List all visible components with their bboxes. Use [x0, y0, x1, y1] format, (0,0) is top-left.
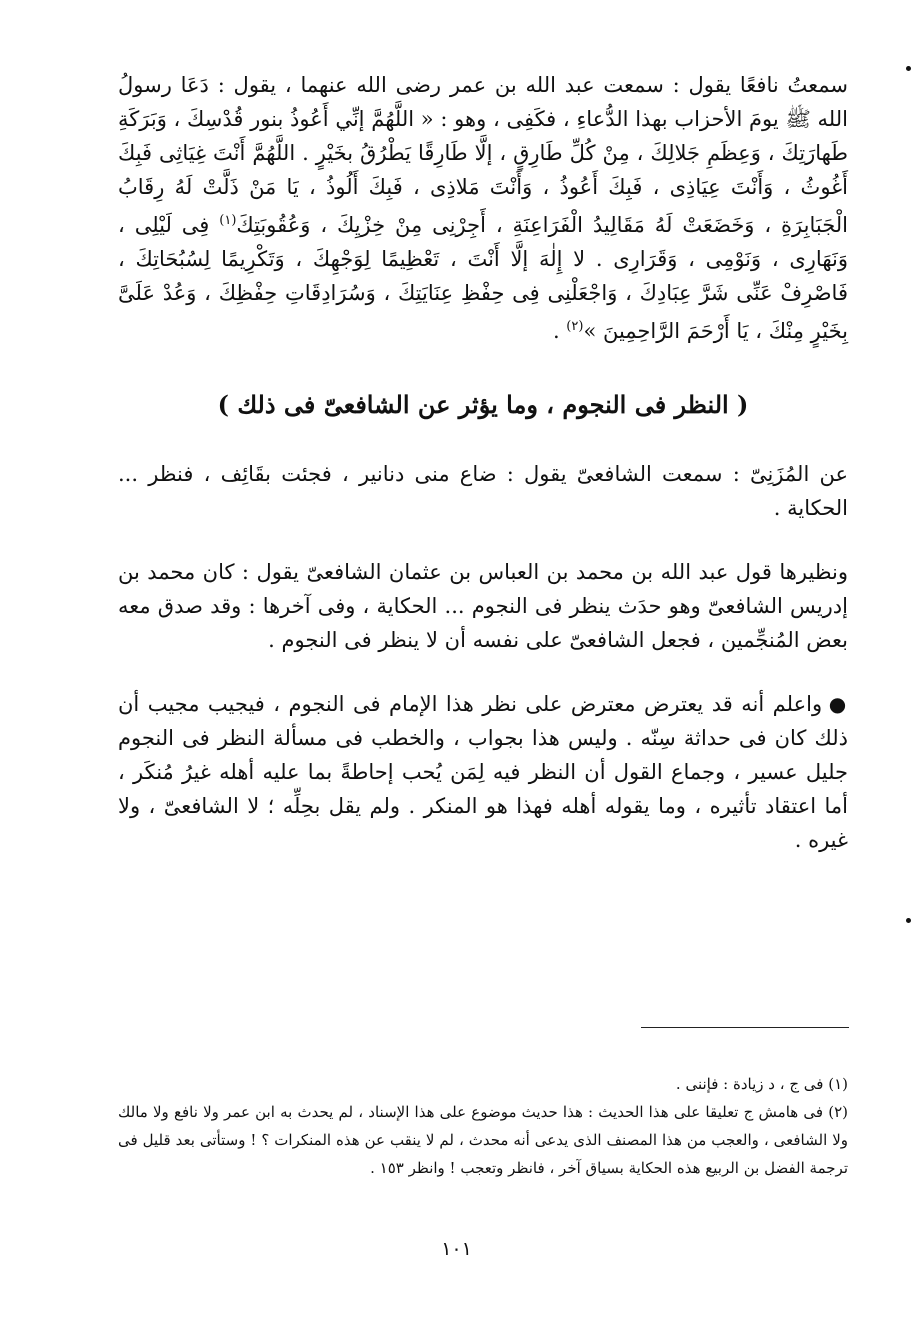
footnote-1: (١) فى ج ، د زيادة : فإننى .: [675, 1075, 848, 1093]
paragraph-hadith-end: .: [552, 319, 567, 343]
paragraph-hadith-text: سمعتُ نافعًا يقول : سمعت عبد الله بن عمر رضى الله عنهما ، يقول : دَعَا رسولُ الله ﷺ يومَ الأحزاب بهذا الدُّعاءِ ، فكَفِى ، وهو : « اللَّهُمَّ إنِّي أَعُوذُ بنور قُدْسِكَ ، وَبَرَكَةِ طَهارَتِكَ ، وَعِظَمِ جَلالِكَ ، مِنْ كُلِّ طَارِقٍ ، إلَّا طَارِقًا يَطْرُقُ بخَيْرٍ . اللَّهُمَّ أَنْتَ غِيَاثِى فَبِكَ أَغُوثُ ، وَأَنْتَ عِيَاذِى ، فَبِكَ أَعُوذُ ، وَأَنْتَ مَلاذِى ، فَبِكَ أَلُوذُ ، يَا مَنْ ذَلَّتْ لَهُ رِقَابُ الْجَبَابِرَةِ ، وَخَضَعَتْ لَهُ مَقَالِيدُ الْفَرَاعِنَةِ ، أَجِرْنِى مِنْ خِزْيِكَ ، وَعُقُوبَتِكَ: [118, 73, 848, 237]
footnote-ref-2[interactable]: (٢): [566, 319, 584, 334]
footnotes: [118, 1070, 848, 1182]
paragraph-muzani: عن المُزَنِىّ : سمعت الشافعىّ يقول : ضاع منى دنانير ، فجئت بقَائِف ، فنظر ... الحكاية .: [118, 462, 848, 520]
paragraph-hadith-continued: فِى لَيْلِى ، وَنَهَارِى ، وَنَوْمِى ، وَقَرَارِى . لا إِلٰهَ إلَّا أَنْتَ ، تَعْظِيمًا لِوَجْهِكَ ، وَتَكْرِيمًا لِسُبُحَاتِكَ ، فَاصْرِفْ عَنِّى شَرَّ عِبَادِكَ ، وَاجْعَلْنِى فِى حِفْظِ عِنَايَتِكَ ، وَسُرَادِقَاتِ حِفْظِكَ ، وَعُدْ عَلَىَّ بِخَيْرٍ مِنْكَ ، يَا أَرْحَمَ الرَّاحِمِينَ »: [118, 213, 848, 343]
paragraph-commentary-text: واعلم أنه قد يعترض معترض على نظر هذا الإمام فى النجوم ، فيجيب مجيب أن ذلك كان فى حداثة سِنّه . وليس هذا بجواب ، والخطب فى مسألة النظر فى النجوم جليل عسير ، وجماع القول أن النظر فيه لِمَن يُحب إحاطةً بما عليه أهله غيرُ مُنكَر ، أما اعتقاد تأثيره ، وما يقوله أهله فهذا هو المنكر . ولم يقل بحِلِّه ؛ لا الشافعىّ ، ولا غيره .: [118, 692, 848, 852]
margin-dot-mark: [906, 66, 911, 71]
margin-dot-mark: [906, 918, 911, 923]
page-body: [118, 68, 848, 857]
footnote-divider: [641, 1027, 849, 1028]
section-heading: ( النظر فى النجوم ، وما يؤثر عن الشافعىّ فى ذلك ): [217, 390, 749, 419]
bullet-icon: ●: [828, 692, 849, 716]
page-number: ١٠١: [441, 1238, 472, 1260]
footnote-ref-1[interactable]: (١): [219, 213, 237, 228]
paragraph-hadith: [118, 68, 848, 348]
footnote-2: (٢) فى هامش ج تعليقا على هذا الحديث : هذا حديث موضوع على هذا الإسناد ، لم يحدث به ابن عمر ولا نافع ولا مالك ولا الشافعى ، والعجب من هذا المصنف الذى يدعى أنه محدث ، لم لا ينقب عن هذه المنكرات ؟ ! وستأتى بعد قليل فى ترجمة الفضل بن الربيع هذه الحكاية بسياق آخر ، فانظر وتعجب ! وانظر ١٥٣ .: [118, 1103, 848, 1177]
paragraph-commentary: [118, 687, 848, 857]
paragraph-similar-account: ونظيرها قول عبد الله بن محمد بن العباس بن عثمان الشافعىّ يقول : كان محمد بن إدريس الشافعىّ وهو حدَث ينظر فى النجوم ... الحكاية ، وفى آخرها : وقد صدق معه بعض المُنجِّمين ، فجعل الشافعىّ على نفسه أن لا ينظر فى النجوم .: [118, 560, 848, 652]
